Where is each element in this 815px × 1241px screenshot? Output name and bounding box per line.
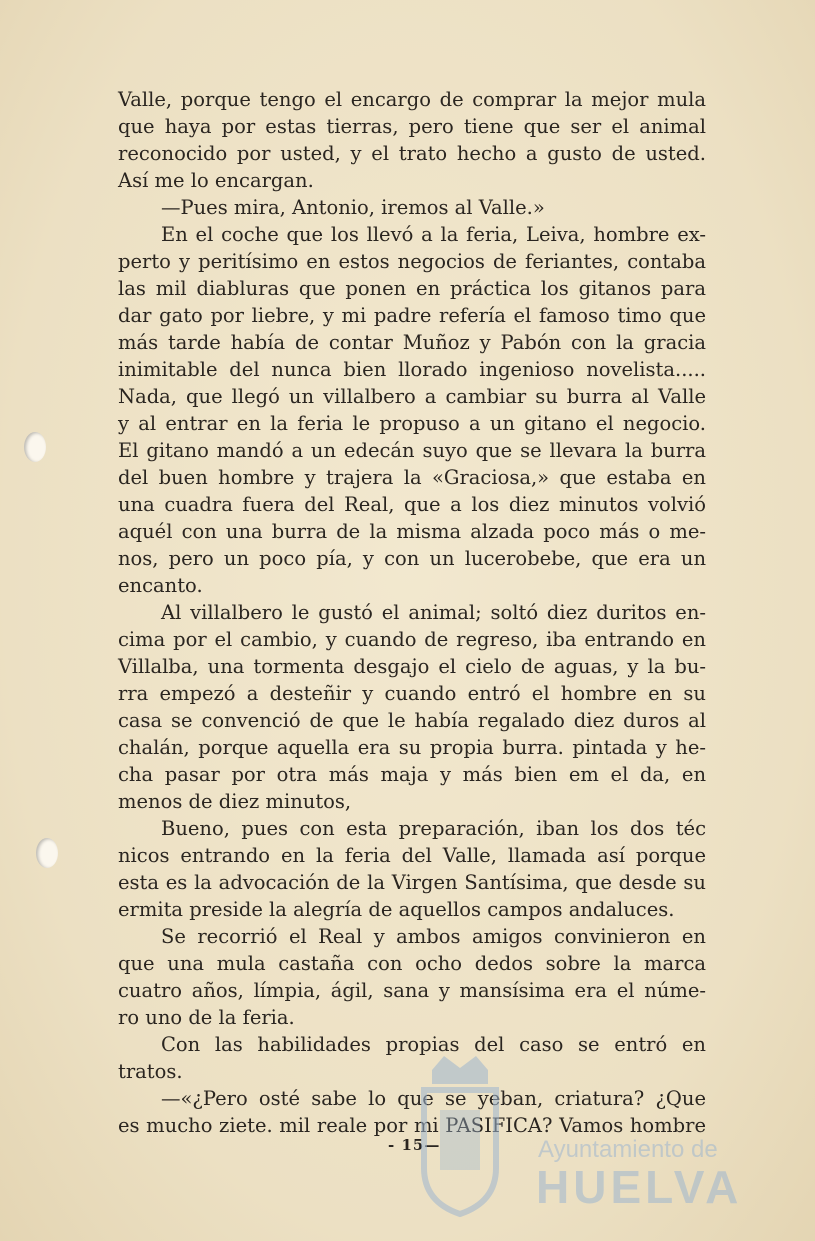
watermark-title: HUELVA <box>536 1161 743 1213</box>
text-line: más tarde había de contar Muñoz y Pabón con la gracia <box>118 331 706 354</box>
text-line: inimitable del nunca bien llorado ingenioso novelista..... <box>118 358 706 381</box>
text-line: ro uno de la feria. <box>118 1006 295 1029</box>
text-line: Villalba, una tormenta desgajo el cielo de aguas, y la bu- <box>118 655 706 678</box>
text-line: Con las habilidades propias del caso se entró en <box>161 1033 706 1056</box>
watermark-subtitle: Ayuntamiento de <box>538 1136 718 1163</box>
text-line: dar gato por liebre, y mi padre refería el famoso timo que <box>118 304 706 327</box>
text-line: esta es la advocación de la Virgen Santísima, que desde su <box>118 871 706 894</box>
text-line: que haya por estas tierras, pero tiene que ser el animal <box>118 115 706 138</box>
text-line: Valle, porque tengo el encargo de comprar la mejor mula <box>118 88 706 111</box>
binding-hole-top <box>24 432 46 462</box>
text-line: nicos entrando en la feria del Valle, llamada así porque <box>118 844 706 867</box>
text-line: chalán, porque aquella era su propia burra. pintada y he- <box>118 736 706 759</box>
text-line: El gitano mandó a un edecán suyo que se llevara la burra <box>118 439 706 462</box>
text-line: tratos. <box>118 1060 183 1083</box>
text-line: encanto. <box>118 574 203 597</box>
text-line: cuatro años, límpia, ágil, sana y mansísima era el núme- <box>118 979 706 1002</box>
text-line: Nada, que llegó un villalbero a cambiar su burra al Valle <box>118 385 706 408</box>
text-line: del buen hombre y trajera la «Graciosa,» que estaba en <box>118 466 706 489</box>
text-line: Se recorrió el Real y ambos amigos convinieron en <box>161 925 706 948</box>
text-line: Al villalbero le gustó el animal; soltó diez duritos en- <box>161 601 706 624</box>
text-line: rra empezó a desteñir y cuando entró el hombre en su <box>118 682 706 705</box>
body-text <box>118 86 706 1139</box>
text-line: ermita preside la alegría de aquellos campos andaluces. <box>118 898 675 921</box>
text-line: Bueno, pues con esta preparación, iban los dos téc <box>161 817 706 840</box>
text-line: que una mula castaña con ocho dedos sobre la marca <box>118 952 706 975</box>
text-line: aquél con una burra de la misma alzada poco más o me- <box>118 520 706 543</box>
text-line: una cuadra fuera del Real, que a los diez minutos volvió <box>118 493 706 516</box>
text-line: las mil diabluras que ponen en práctica los gitanos para <box>118 277 706 300</box>
text-line: perto y peritísimo en estos negocios de feriantes, contaba <box>118 250 706 273</box>
text-line: menos de diez minutos, <box>118 790 352 813</box>
text-line: y al entrar en la feria le propuso a un gitano el negocio. <box>118 412 706 435</box>
text-line: cha pasar por otra más maja y más bien em el da, en <box>118 763 706 786</box>
binding-hole-bottom <box>36 838 58 868</box>
text-line: —«¿Pero osté sabe lo que se yeban, criatura? ¿Que <box>161 1087 706 1110</box>
text-line: En el coche que los llevó a la feria, Leiva, hombre ex- <box>161 223 706 246</box>
page-number: - 15— <box>388 1136 441 1154</box>
text-line: Así me lo encargan. <box>118 169 314 192</box>
text-line: nos, pero un poco pía, y con un lucerobebe, que era un <box>118 547 706 570</box>
text-line: reconocido por usted, y el trato hecho a gusto de usted. <box>118 142 706 165</box>
text-line: casa se convenció de que le había regalado diez duros al <box>118 709 706 732</box>
text-line: —Pues mira, Antonio, iremos al Valle.» <box>161 196 545 219</box>
text-line: es mucho ziete. mil reale por mi PASIFICA? Vamos hombre <box>118 1114 706 1137</box>
text-line: cima por el cambio, y cuando de regreso, iba entrando en <box>118 628 706 651</box>
